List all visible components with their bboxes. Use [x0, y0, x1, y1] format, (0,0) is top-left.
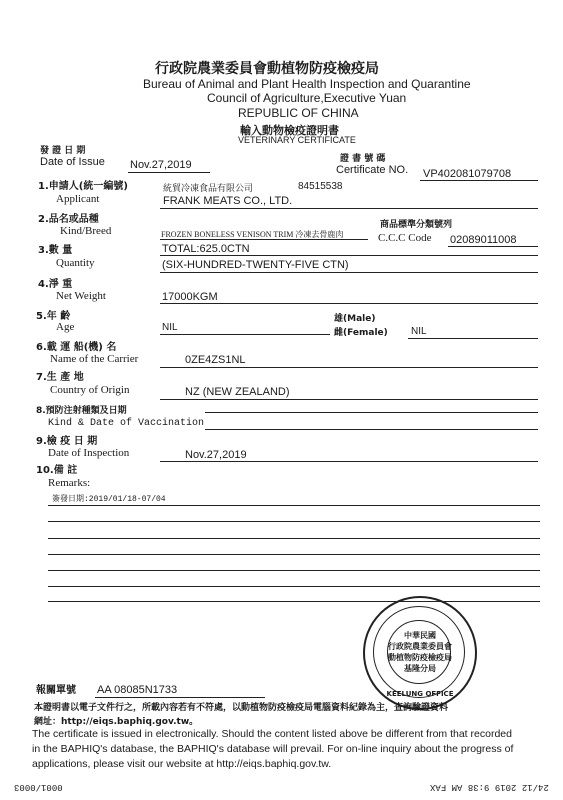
remarks-label-zh: 10.備 註 [36, 465, 78, 476]
remarks-line-6 [48, 586, 540, 587]
footer-note-zh-2: 網址：http://eiqs.baphiq.gov.tw。 [34, 717, 199, 727]
cert-number-underline [420, 180, 538, 181]
female-underline [408, 338, 538, 339]
vaccination-label-zh: 8.預防注射種類及日期 [36, 406, 127, 416]
applicant-underline [160, 208, 538, 209]
applicant-name-en: FRANK MEATS CO., LTD. [163, 195, 293, 207]
certificate-title-en: VETERINARY CERTIFICATE [238, 135, 356, 145]
kind-value: FROZEN BONELESS VENISON TRIM 冷凍去骨鹿肉 [161, 230, 344, 239]
footer-note-zh-1: 本證明書以電子文件行之，所載內容若有不符處，以動植物防疫檢疫局電腦資料紀錄為主，查詢驗證資料 [34, 703, 449, 713]
origin-value: NZ (NEW ZEALAND) [185, 386, 290, 398]
council-name: Council of Agriculture,Executive Yuan [207, 91, 407, 105]
ccc-label-zh: 商品標準分類號列 [380, 220, 453, 230]
vaccination-label: Kind & Date of Vaccination [48, 418, 205, 429]
applicant-label-zh: 1.申請人(統一編號) [38, 181, 128, 192]
quantity-underline-2 [160, 272, 538, 273]
fax-timestamp: 24/12 2019 9:38 AM FAX [430, 782, 549, 792]
female-value: NIL [411, 326, 427, 337]
ccc-value: 02089011008 [450, 234, 517, 246]
vaccination-underline-1 [205, 412, 538, 413]
age-value: NIL [162, 322, 178, 333]
official-seal [363, 596, 477, 710]
weight-label: Net Weight [56, 290, 106, 302]
male-label: 雄(Male) [334, 314, 376, 324]
quantity-words: (SIX-HUNDRED-TWENTY-FIVE CTN) [162, 259, 349, 271]
inspection-label: Date of Inspection [48, 447, 130, 459]
origin-underline [160, 399, 538, 400]
age-underline [160, 334, 330, 335]
carrier-label-zh: 6.載 運 船(機) 名 [36, 342, 117, 353]
kind-underline [160, 239, 368, 240]
report-number-underline [95, 697, 265, 698]
footer-note-en-3: applications, please visit our website at http://eiqs.baphiq.gov.tw. [32, 758, 332, 770]
seal-line-1: 中華民國 [404, 631, 436, 640]
fax-page-number: 0001/0003 [14, 782, 63, 792]
ccc-label: C.C.C Code [378, 232, 432, 244]
quantity-total: TOTAL:625.0CTN [162, 243, 250, 255]
age-label-zh: 5.年 齡 [36, 311, 71, 322]
bureau-title-en: Bureau of Animal and Plant Health Inspection and Quarantine [143, 77, 471, 91]
carrier-underline [160, 367, 538, 368]
applicant-id: 84515538 [298, 181, 343, 192]
issue-date-label: Date of Issue [40, 156, 105, 168]
age-label: Age [56, 321, 75, 333]
inspection-value: Nov.27,2019 [185, 449, 247, 461]
cert-number-label: Certificate NO. [336, 164, 409, 176]
report-number-value: AA 08085N1733 [97, 684, 178, 696]
certificate-title-zh: 輸入動物檢疫證明書 [240, 124, 339, 137]
issue-date-underline [128, 172, 210, 173]
carrier-value: 0ZE4ZS1NL [185, 354, 246, 366]
weight-label-zh: 4.淨 重 [38, 279, 73, 290]
footer-note-en-2: in the BAPHIQ's database, the BAPHIQ's database will prevail. For on-line inquiry about the progress of [32, 743, 514, 755]
quantity-label-zh: 3.數 量 [38, 245, 73, 256]
remarks-line-7 [48, 601, 540, 602]
carrier-label: Name of the Carrier [50, 353, 139, 365]
cert-number-label-zh: 證 書 號 碼 [340, 154, 386, 164]
inspection-label-zh: 9.檢 疫 日 期 [36, 436, 98, 447]
kind-label: Kind/Breed [60, 225, 112, 237]
issue-date-value: Nov.27,2019 [130, 159, 192, 171]
quantity-underline-1 [160, 255, 538, 256]
report-number-label: 報關單號 [36, 685, 76, 696]
seal-line-2: 行政院農業委員會 [388, 642, 452, 651]
remarks-text: 簽發日期:2019/01/18-07/04 [52, 495, 166, 504]
vaccination-underline-2 [205, 429, 538, 430]
remarks-label: Remarks: [48, 477, 91, 489]
remarks-line-3 [48, 538, 540, 539]
weight-underline [160, 303, 538, 304]
applicant-name-zh: 統貿冷凍食品有限公司 [163, 183, 254, 193]
bureau-title-zh: 行政院農業委員會動植物防疫檢疫局 [155, 61, 379, 77]
seal-line-4: 基隆分局 [404, 664, 436, 673]
inspection-underline [160, 461, 538, 462]
remarks-line-4 [48, 554, 540, 555]
seal-line-3: 動植物防疫檢疫局 [388, 653, 452, 662]
kind-label-zh: 2.品名或品種 [38, 214, 99, 225]
origin-label-zh: 7.生 產 地 [36, 372, 84, 383]
issue-date-label-zh: 發 證 日 期 [40, 146, 86, 156]
female-label: 雌(Female) [334, 328, 388, 338]
cert-number-value: VP402081079708 [423, 168, 512, 180]
remarks-line-5 [48, 570, 540, 571]
origin-label: Country of Origin [50, 384, 130, 396]
weight-value: 17000KGM [162, 291, 218, 303]
footer-note-en-1: The certificate is issued in electronically. Should the content listed above be different from that recorded [32, 728, 512, 740]
remarks-line-1 [48, 505, 540, 506]
seal-bottom-text: KEELUNG OFFICE [386, 690, 454, 698]
ccc-underline [448, 246, 538, 247]
remarks-line-2 [48, 521, 540, 522]
quantity-label: Quantity [56, 257, 95, 269]
applicant-label: Applicant [56, 193, 100, 205]
country-name: REPUBLIC OF CHINA [238, 106, 359, 120]
